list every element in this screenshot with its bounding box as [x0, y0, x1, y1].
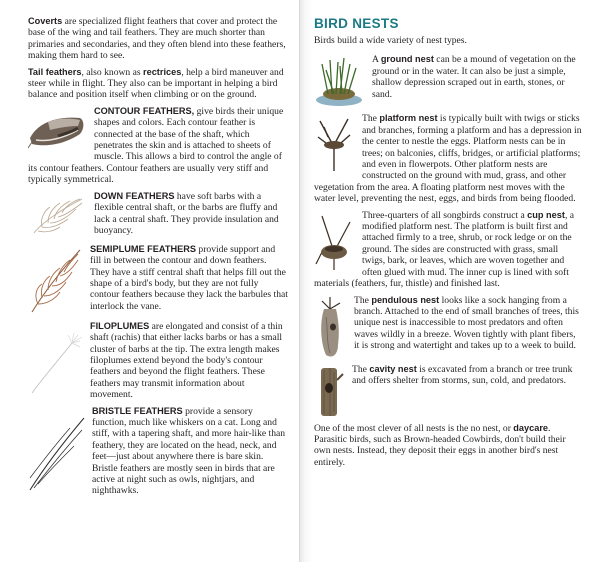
platform-nest-term: platform nest: [379, 113, 438, 124]
filoplumes-text: are elongated and consist of a thin shaft (rachis) that either lacks barbs or has a small cluster of barbs at the tip. The extra length makes filoplumes extend beyond the body's contour feathers and beyond the flight feathers. These feathers may transmit information about movement.: [90, 320, 283, 401]
daycare-paragraph: [314, 423, 582, 469]
coverts-term: Coverts: [28, 16, 63, 26]
platform-nest-entry: [314, 113, 582, 204]
daycare-text-b: . Parasitic birds, such as Brown-headed Cowbirds, don't build their own nests. Instead, they deposit their eggs in another bird's nest entirely.: [314, 422, 566, 468]
down-feathers-entry: [28, 191, 288, 239]
daycare-text-a: One of the most clever of all nests is the no nest, or: [314, 422, 514, 434]
cup-nest-term: cup nest: [527, 209, 565, 220]
cavity-nest-term: cavity nest: [369, 363, 417, 374]
tail-feathers-text-b: , help a bird maneuver and steer while in flight. They also can be important in helping a bird balance and position itself when climbing or on the ground.: [28, 66, 284, 101]
semiplume-feathers-entry: [28, 244, 288, 316]
cup-nest-entry: [314, 210, 582, 290]
cavity-nest-image: [314, 366, 344, 418]
tail-feathers-paragraph: [28, 67, 288, 101]
cup-nest-text-b: , a modified platform nest. The platform is built first and attached firmly to a tree, shrub, or rock ledge or on the ground. The sides are constructed with grass, small twigs, bark, or leaves, which are woven together and often glued with mud. The inner cup is lined with soft materials (feathers, fur, thistle) and finished last.: [314, 209, 575, 290]
contour-feathers-term: CONTOUR FEATHERS,: [94, 105, 195, 116]
tail-feathers-text-a: , also known as: [81, 66, 144, 78]
bristle-feathers-text: provide a sensory function, much like whiskers on a cat. Long and stiff, with a tapering shaft, and more hair-like than feathery, they are located on the head, neck, and feet—just about anywhere there is bare skin. Bristle feathers are mostly seen in birds that are active at night such as owls, nightjars, and nighthawks.: [92, 405, 286, 497]
daycare-term: daycare: [513, 422, 549, 433]
down-feathers-text: have soft barbs with a flexible central shaft, or the barbs are fluffy and lack a central shaft. They provide insulation and buoyancy.: [94, 190, 279, 236]
down-feathers-term: DOWN FEATHERS: [94, 190, 175, 201]
pendulous-nest-term: pendulous nest: [371, 294, 440, 305]
pendulous-nest-text-b: looks like a sock hanging from a branch. Attached to the end of small branches of trees, this unique nest is inaccessible to most predators and often waves wildly in a breeze. Woven tightly with plant fibers, it is strong and watertight and takes up to a week to build.: [354, 294, 579, 352]
cavity-nest-text-a: The: [352, 363, 370, 375]
ground-nest-text-b: can be a mound of vegetation on the ground or in the water. It can also be just a simple, shallow depression scraped out in earth, stones, or sand.: [372, 54, 576, 100]
platform-nest-text-a: The: [362, 113, 380, 125]
platform-nest-image: [314, 115, 354, 173]
filoplumes-entry: [28, 321, 288, 401]
bristle-feathers-entry: [28, 406, 288, 497]
down-feather-image: [28, 193, 88, 239]
bristle-feather-image: [28, 408, 86, 492]
contour-feathers-entry: [28, 106, 288, 186]
bristle-feathers-term: BRISTLE FEATHERS: [92, 405, 183, 416]
bird-nests-heading: BIRD NESTS: [314, 16, 399, 31]
tail-feathers-term: Tail feathers: [28, 66, 82, 77]
cup-nest-text-a: Three-quarters of all songbirds construct a: [362, 209, 528, 221]
cavity-nest-text-b: is excavated from a branch or tree trunk and offers shelter from storms, sun, cold, and predators.: [352, 363, 573, 386]
ground-nest-text-a: A: [372, 54, 381, 66]
nests-intro: Birds build a wide variety of nest types.: [314, 35, 467, 46]
coverts-paragraph: [28, 16, 288, 62]
semiplume-feathers-term: SEMIPLUME FEATHERS: [90, 243, 197, 254]
right-page: [300, 0, 600, 562]
contour-feathers-text: give birds their unique shapes and colors. Each contour feather is connected at the base of the shaft, which penetrates the skin and is attached to sheets of muscle. This allows a bird to control the angle of its contour feathers. Contour feathers are usually very stiff and typically symmetrical.: [28, 105, 284, 186]
ground-nest-entry: [314, 54, 582, 108]
filoplumes-term: FILOPLUMES: [90, 320, 150, 331]
semiplume-feather-image: [28, 246, 84, 316]
pendulous-nest-entry: [314, 295, 582, 359]
platform-nest-text-b: is typically built with twigs or sticks and branches, forming a platform and has a depression in the center to nestle the eggs. Platform nests can be in trees; on balconies, cliffs, bridges, or artificial platforms; and even in flowerpots. Other platform nests are constructed on the ground with mud, grass, and other vegetation from the area. A floating platform nest moves with the water level, preventing the nest, eggs, and birds from being flooded.: [314, 113, 582, 205]
coverts-text: are specialized flight feathers that cover and protect the base of the wing and tail feathers. They are much shorter than primaries and secondaries, and they often blend into these feathers, making them hard to see.: [28, 16, 286, 62]
semiplume-feathers-text: provide support and fill in between the contour and down feathers. They have a stiff central shaft that helps fill out the shape of a bird's body, but they are not fully contour feathers because they lack the barbules that interlock the vane.: [90, 243, 288, 312]
ground-nest-image: [314, 56, 364, 108]
ground-nest-term: ground nest: [380, 54, 434, 65]
rectrices-term: rectrices: [143, 66, 182, 77]
filoplume-feather-image: [28, 323, 84, 395]
cavity-nest-entry: [314, 364, 582, 418]
pendulous-nest-text-a: The: [354, 294, 372, 306]
contour-feather-image: [28, 108, 88, 160]
pendulous-nest-image: [314, 297, 346, 359]
cup-nest-image: [314, 212, 354, 272]
